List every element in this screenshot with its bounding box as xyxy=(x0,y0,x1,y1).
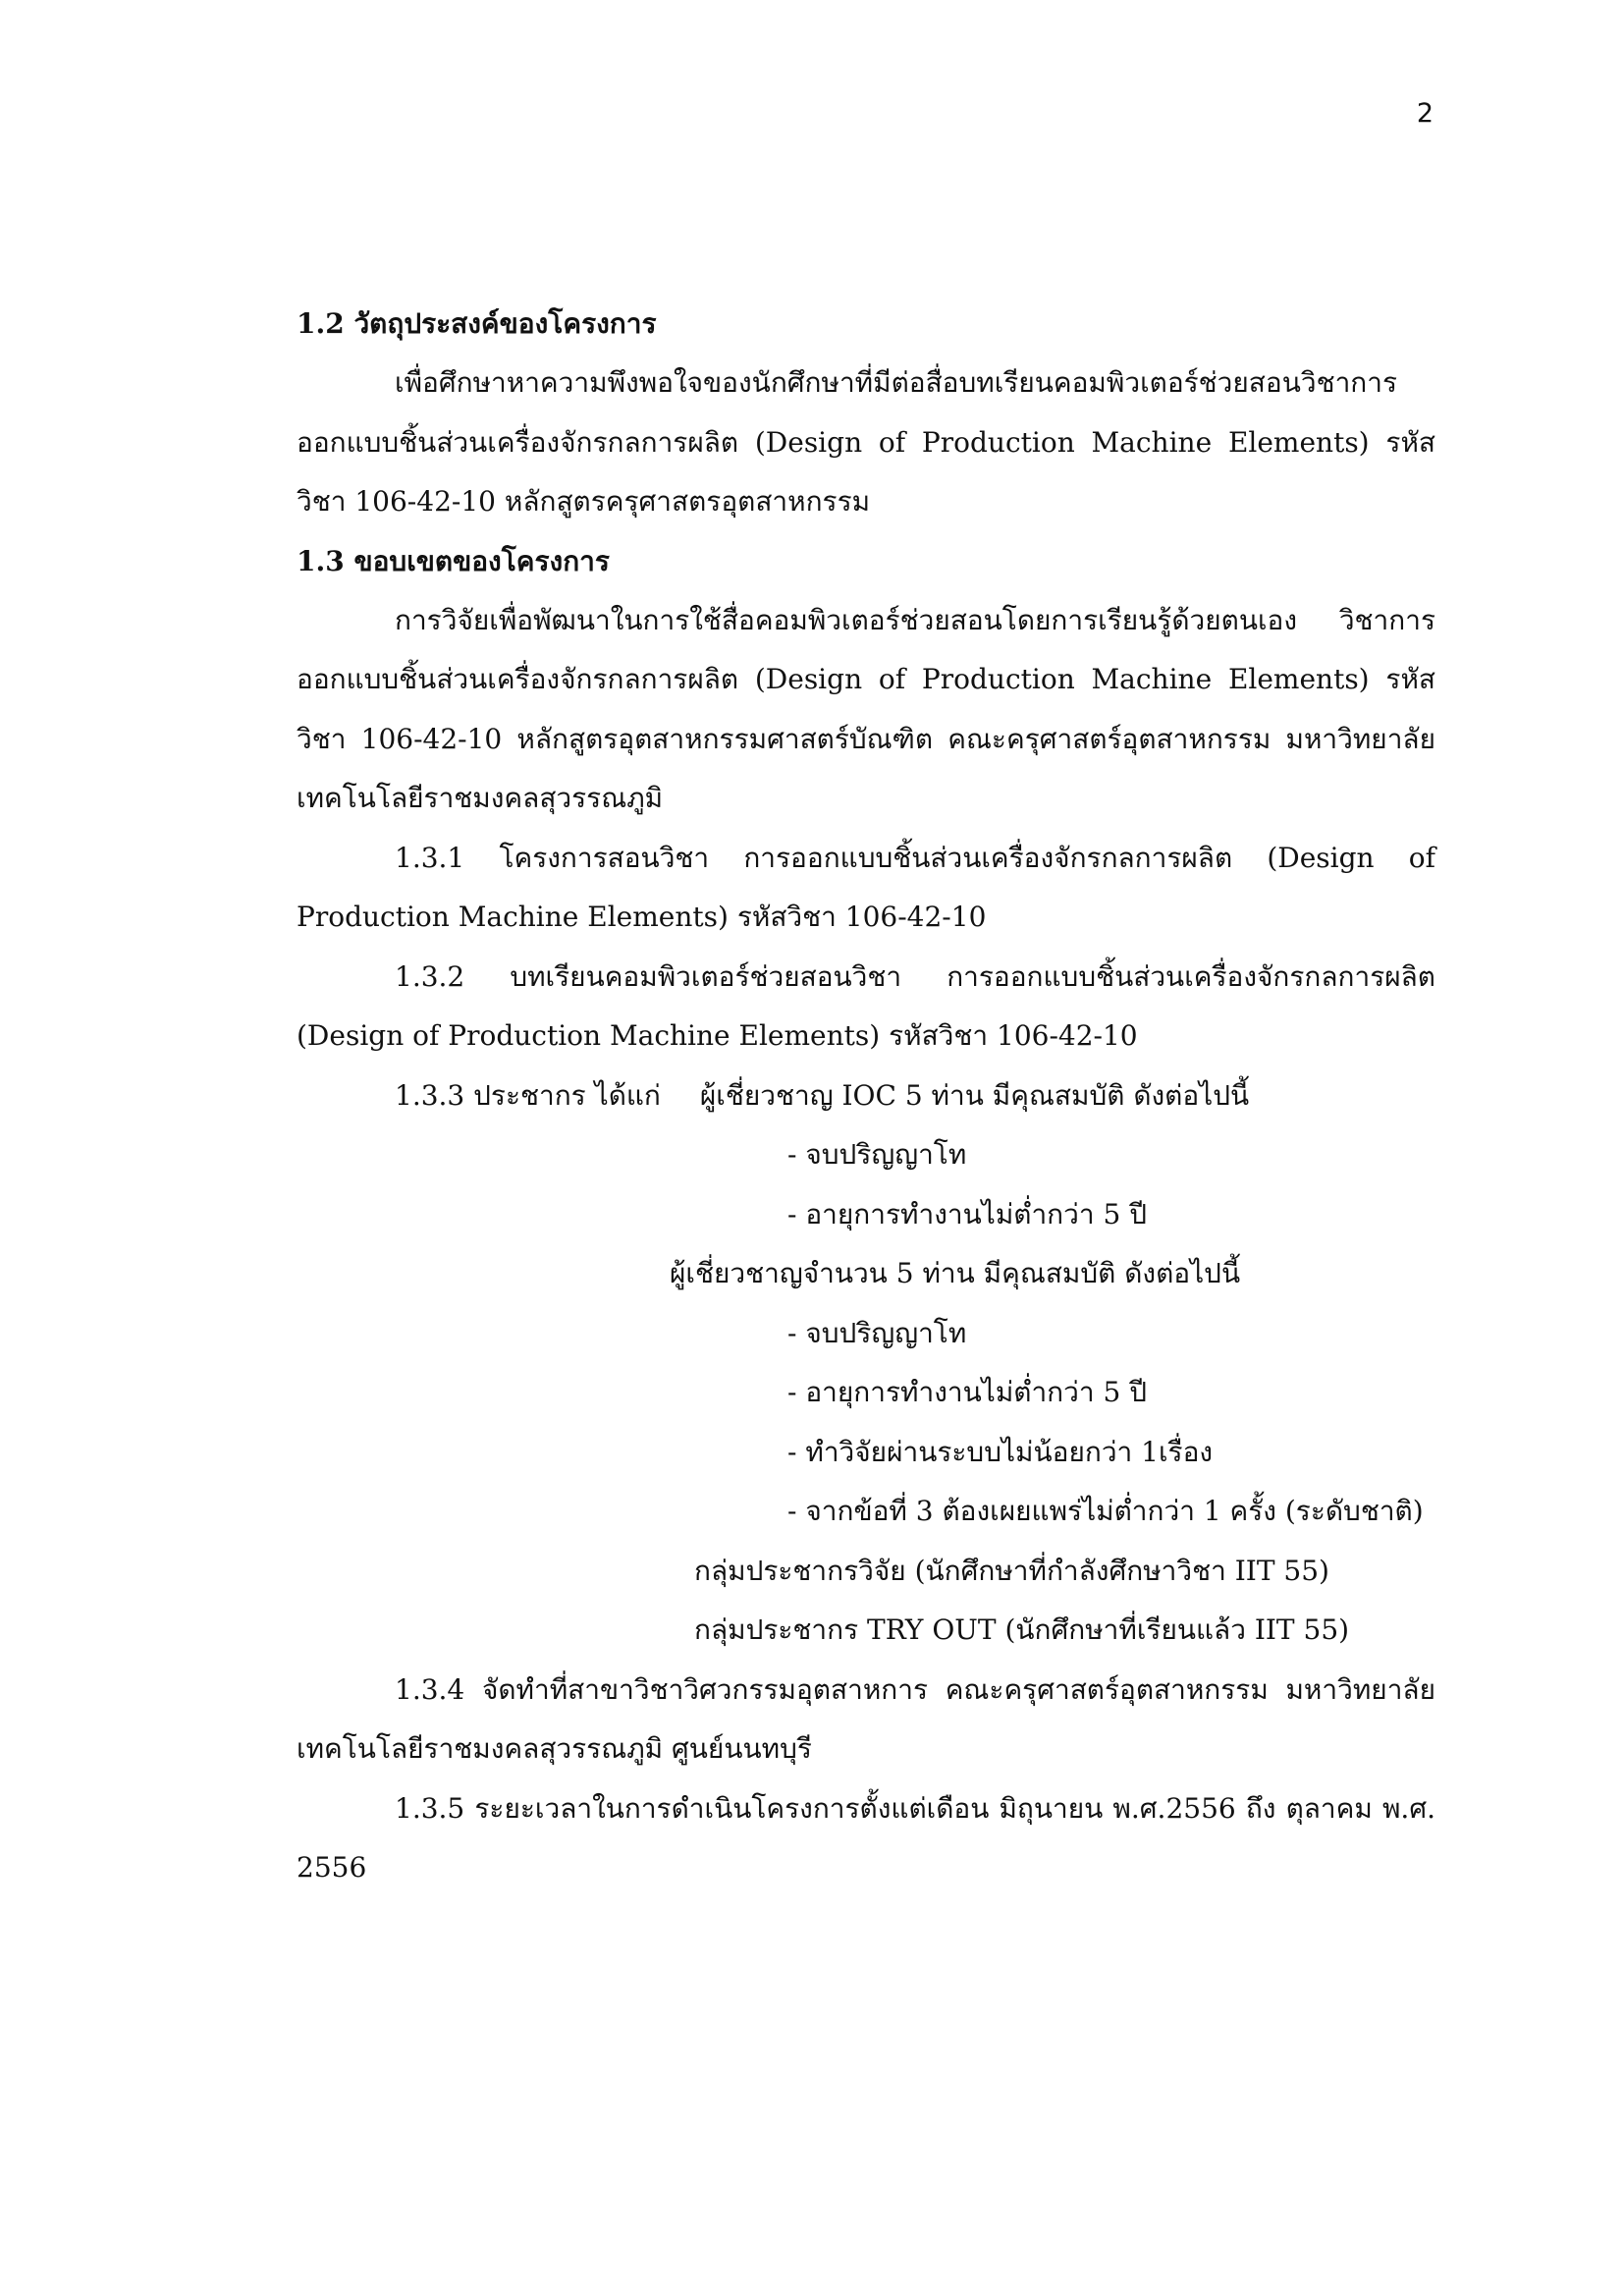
population-label: 1.3.3 ประชากร ได้แก่ xyxy=(395,1078,661,1112)
list-item: - ทำวิจัยผ่านระบบไม่น้อยกว่า 1เรื่อง xyxy=(787,1435,1214,1468)
objectives-paragraph: เพื่อศึกษาหาความพึงพอใจของนักศึกษาที่มีต่อสื่อบทเรียนคอมพิวเตอร์ช่วยสอนวิชาการออกแบบชิ้นส่วนเครื่องจักรกลการผลิต (Design of Production Machine Elements) รหัสวิชา 106-42-10 หลักสูตรครุศาสตรอุตสาหกรรม xyxy=(297,366,1435,518)
scope-item-1-3-2: 1.3.2 บทเรียนคอมพิวเตอร์ช่วยสอนวิชา การออกแบบชิ้นส่วนเครื่องจักรกลการผลิต (Design of Production Machine Elements) รหัสวิชา 106-42-10 xyxy=(297,959,1435,1052)
scope-paragraph: การวิจัยเพื่อพัฒนาในการใช้สื่อคอมพิวเตอร์ช่วยสอนโดยการเรียนรู้ด้วยตนเอง วิชาการออกแบบชิ้นส่วนเครื่องจักรกลการผลิต (Design of Production Machine Elements) รหัสวิชา 106-42-10 หลักสูตรอุตสาหกรรมศาสตร์บัณฑิต คณะครุศาสตร์อุตสาหกรรม มหาวิทยาลัยเทคโนโลยีราชมงคลสุวรรณภูมิ xyxy=(297,603,1435,814)
scope-item-1-3-3 xyxy=(297,1066,1435,1126)
list-item: - จบปริญญาโท xyxy=(787,1316,967,1349)
list-item: - อายุการทำงานไม่ต่ำกว่า 5 ปี xyxy=(787,1197,1147,1230)
tryout-population-text: กลุ่มประชากร TRY OUT (นักศึกษาที่เรียนแล้ว IIT 55) xyxy=(694,1613,1350,1646)
list-item: - จากข้อที่ 3 ต้องเผยแพร่ไม่ต่ำกว่า 1 ครั้ง (ระดับชาติ) xyxy=(787,1495,1424,1527)
scope-item-1-3-1: 1.3.1 โครงการสอนวิชา การออกแบบชิ้นส่วนเครื่องจักรกลการผลิต (Design of Production Machine Elements) รหัสวิชา 106-42-10 xyxy=(297,841,1435,933)
page-content xyxy=(297,295,1435,1898)
ioc-experts-text: ผู้เชี่ยวชาญ IOC 5 ท่าน มีคุณสมบัติ ดังต่อไปนี้ xyxy=(699,1078,1250,1112)
page-number: 2 xyxy=(1416,98,1434,129)
research-population-text: กลุ่มประชากรวิจัย (นักศึกษาที่กำลังศึกษาวิชา IIT 55) xyxy=(694,1554,1329,1587)
section-heading-objectives: 1.2 วัตถุประสงค์ของโครงการ xyxy=(297,307,657,340)
list-item: - จบปริญญาโท xyxy=(787,1138,967,1171)
scope-item-1-3-5: 1.3.5 ระยะเวลาในการดำเนินโครงการตั้งแต่เดือน มิถุนายน พ.ศ.2556 ถึง ตุลาคม พ.ศ. 2556 xyxy=(297,1791,1435,1884)
list-item: - อายุการทำงานไม่ต่ำกว่า 5 ปี xyxy=(787,1376,1147,1408)
section-heading-scope: 1.3 ขอบเขตของโครงการ xyxy=(297,544,610,577)
scope-item-1-3-4: 1.3.4 จัดทำที่สาขาวิชาวิศวกรรมอุตสาหการ คณะครุศาสตร์อุตสาหกรรม มหาวิทยาลัยเทคโนโลยีราชมงคลสุวรรณภูมิ ศูนย์นนทบุรี xyxy=(297,1672,1435,1765)
experts-text: ผู้เชี่ยวชาญจำนวน 5 ท่าน มีคุณสมบัติ ดังต่อไปนี้ xyxy=(670,1257,1241,1289)
